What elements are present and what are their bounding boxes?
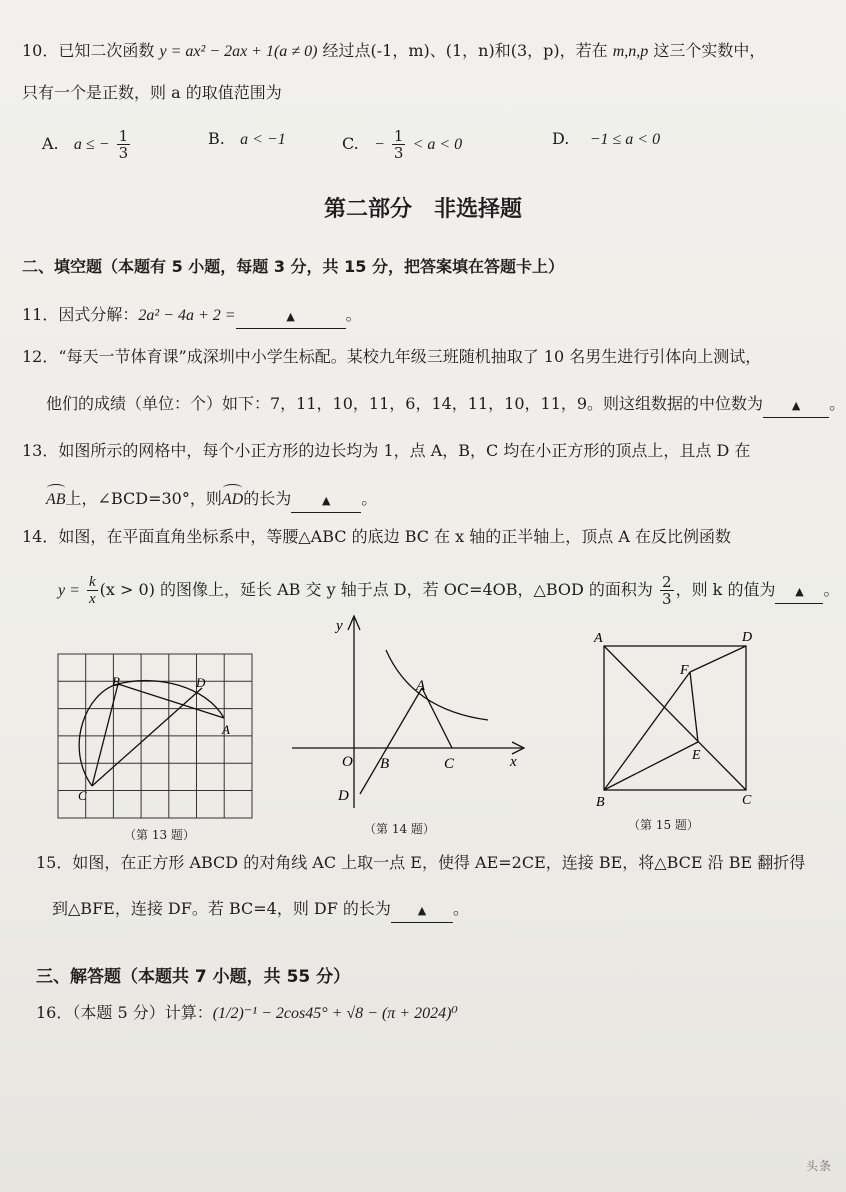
q15-text: 到△BFE，连接 DF。若 BC=4，则 DF 的长为 (52, 899, 391, 918)
frac-num: 2 (662, 573, 672, 591)
option-a-label: A. (42, 134, 59, 153)
blank-mark: ▲ (795, 585, 804, 598)
q13-end: 。 (361, 489, 378, 508)
figure-14-caption: （第 14 题） (364, 822, 435, 836)
q11 (22, 304, 362, 329)
label-b: B (380, 756, 390, 772)
q10-function: y = ax² − 2ax + 1(a ≠ 0) (159, 43, 318, 60)
label-a: A (416, 678, 426, 694)
frac-den: 3 (662, 590, 672, 608)
option-c-label: C. (342, 134, 359, 153)
label-o: O (342, 754, 353, 770)
label-x: x (510, 754, 517, 770)
frac-num: k (89, 574, 96, 590)
q15-line1: 15．如图，在正方形 ABCD 的对角线 AC 上取一点 E，使得 AE=2CE，连接 BE，将△BCE 沿 BE 翻折得 (36, 853, 806, 872)
q12-end: 。 (829, 394, 846, 413)
blank-mark: ▲ (791, 399, 801, 412)
q10-option-d (552, 128, 660, 151)
blank-mark: ▲ (321, 494, 331, 507)
q13-arc-ab: AB (46, 489, 66, 511)
label-a: A (594, 631, 603, 646)
q11-label: 11．因式分解： (22, 305, 139, 324)
q13-arc-ad: AD (222, 489, 243, 511)
q10-option-b (208, 128, 286, 151)
label-a: A (222, 722, 230, 737)
q11-end: 。 (345, 305, 362, 324)
figure-13-caption: （第 13 题） (124, 828, 195, 842)
label-d: D (196, 675, 206, 690)
label-d: D (742, 630, 753, 645)
label-y: y (336, 618, 343, 634)
q11-expr: 2a² − 4a + 2 = (138, 307, 236, 324)
label-c: C (742, 793, 752, 808)
q14-answer-blank (775, 579, 823, 604)
option-b-expr: a < −1 (240, 131, 286, 148)
option-a-fraction (117, 128, 131, 161)
q12-line2 (46, 393, 845, 418)
figure-14 (288, 612, 530, 812)
q14-text-b: ，则 k 的值为 (675, 580, 776, 599)
label-d: D (338, 788, 349, 804)
q13-line1: 13．如图所示的网格中，每个小正方形的边长均为 1，点 A，B，C 均在小正方形的顶点上，且点 D 在 (22, 441, 751, 460)
blank-mark: ▲ (286, 310, 295, 323)
figure-15 (592, 626, 768, 812)
q13-text-a: 上，∠BCD=30°，则 (65, 489, 222, 508)
q15-line2 (52, 898, 469, 923)
q14-k-fraction (87, 574, 98, 607)
q13-text-b: 的长为 (243, 489, 292, 508)
q16 (36, 1002, 458, 1025)
option-a-expr: a ≤ − (73, 136, 110, 153)
label-c: C (444, 756, 455, 772)
q12-line1: 12．“每天一节体育课”成深圳中小学生标配。某校九年级三班随机抽取了 10 名男生进行引体向上测试， (22, 347, 762, 366)
q14-end: 。 (823, 580, 840, 599)
option-b-label: B. (208, 129, 225, 148)
option-d-label: D. (552, 129, 570, 148)
q14-text-a: (x > 0) 的图像上，延长 AB 交 y 轴于点 D，若 OC=4OB，△BOD 的面积为 (99, 580, 653, 599)
figure-15-lines (604, 646, 746, 790)
label-f: F (680, 663, 689, 678)
q13-answer-blank (291, 488, 361, 513)
frac-den: 3 (393, 144, 404, 162)
q10-option-c (342, 128, 462, 161)
frac-num: 1 (393, 127, 404, 145)
q10-points: 经过点(-1，m)、(1，n)和(3，p)，若在 (322, 41, 608, 60)
q11-answer-blank (236, 304, 346, 329)
section2-heading: 二、填空题（本题有 5 小题，每题 3 分，共 15 分，把答案填在答题卡上） (22, 257, 564, 276)
figure-13 (56, 652, 256, 822)
part2-title: 第二部分 非选择题 (323, 197, 522, 222)
section3-heading: 三、解答题（本题共 7 小题，共 55 分） (36, 967, 351, 987)
q10-vars: m,n,p (612, 43, 649, 60)
q10-line1 (22, 40, 765, 63)
label-e: E (692, 748, 701, 763)
label-b: B (112, 674, 120, 689)
option-c-expr: < a < 0 (412, 136, 463, 153)
option-c-fraction (392, 128, 406, 161)
q14-y-eq: y = (58, 582, 80, 599)
frac-den: x (89, 591, 96, 607)
frac-den: 3 (118, 144, 129, 162)
q12-answer-blank (763, 393, 829, 418)
watermark-logo: 头条 (805, 1159, 832, 1173)
q10-intro: 10．已知二次函数 (22, 41, 155, 60)
label-b: B (596, 795, 605, 810)
blank-mark: ▲ (417, 904, 427, 917)
q14-area-fraction (660, 574, 674, 607)
figure-15-caption: （第 15 题） (628, 818, 699, 832)
option-c-minus: − (374, 136, 385, 153)
figure-13-lines (79, 681, 224, 786)
q15-answer-blank (391, 898, 453, 923)
q14-line1: 14．如图，在平面直角坐标系中，等腰△ABC 的底边 BC 在 x 轴的正半轴上，顶点 A 在反比例函数 (22, 527, 731, 546)
q10-tail: 这三个实数中， (653, 41, 766, 60)
q14-line2 (58, 574, 839, 607)
q15-end: 。 (452, 899, 469, 918)
q12-text: 他们的成绩（单位：个）如下：7，11，10，11，6，14，11，10，11，9。则这组数据的中位数为 (46, 394, 764, 413)
q10-option-a (42, 128, 132, 161)
q10-line2: 只有一个是正数，则 a 的取值范围为 (22, 83, 282, 102)
q13-line2 (46, 488, 377, 513)
q16-label: 16．（本题 5 分）计算： (36, 1003, 213, 1022)
frac-num: 1 (118, 127, 129, 145)
label-c: C (78, 788, 87, 803)
figure-14-lines (360, 650, 488, 794)
option-d-expr: −1 ≤ a < 0 (589, 131, 661, 148)
q16-expr: (1/2)⁻¹ − 2cos45° + √8 − (π + 2024)⁰ (212, 1005, 458, 1022)
